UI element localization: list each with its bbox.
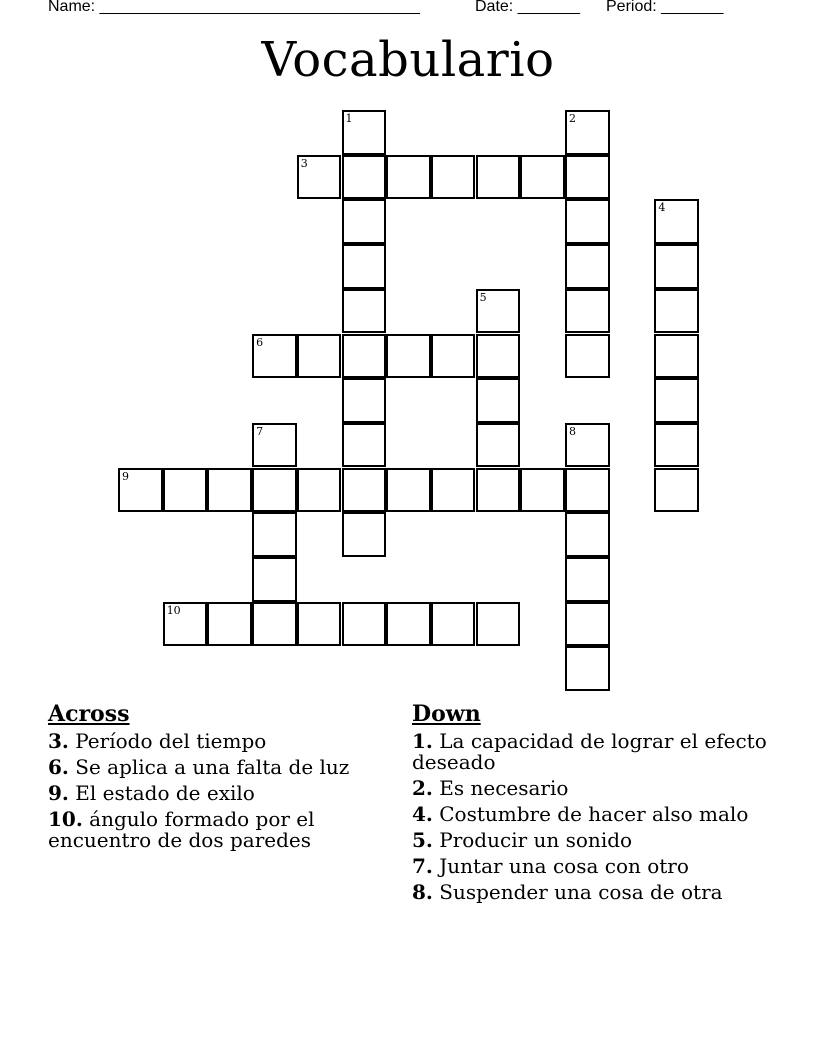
grid-cell[interactable] xyxy=(654,289,699,334)
clue-number: 4. xyxy=(412,802,433,826)
grid-cell[interactable] xyxy=(476,334,521,379)
grid-cell[interactable] xyxy=(297,155,342,200)
clue-number-label: 5 xyxy=(479,290,487,304)
clue-number: 5. xyxy=(412,828,433,852)
grid-cell[interactable] xyxy=(386,602,431,647)
grid-cell[interactable] xyxy=(252,423,297,468)
grid-cell[interactable] xyxy=(342,602,387,647)
grid-cell[interactable] xyxy=(431,334,476,379)
clue-number-label: 2 xyxy=(569,112,576,125)
grid-cell[interactable] xyxy=(207,468,252,513)
clue-number: 8. xyxy=(412,880,433,904)
clue-number-label: 10 xyxy=(166,603,181,617)
clue-number: 10. xyxy=(48,807,83,831)
across-clue xyxy=(48,783,388,804)
across-heading: Across xyxy=(48,701,130,727)
clue-number-label: 4 xyxy=(658,201,666,215)
clue-text: La capacidad de lograr el efecto deseado xyxy=(412,729,767,774)
clue-number-label: 9 xyxy=(122,469,129,483)
grid-cell[interactable] xyxy=(163,468,208,513)
grid-cell[interactable] xyxy=(342,423,387,468)
grid-cell[interactable] xyxy=(565,468,610,513)
grid-cell[interactable] xyxy=(297,468,342,513)
down-clues xyxy=(412,701,782,908)
page-title: Vocabulario xyxy=(261,32,555,88)
grid-cell[interactable] xyxy=(386,334,431,379)
grid-cell[interactable] xyxy=(476,468,521,513)
down-clue xyxy=(412,778,782,799)
clue-text: Costumbre de hacer also malo xyxy=(439,802,749,826)
clue-number-label: 3 xyxy=(300,156,308,170)
clue-number: 2. xyxy=(412,776,433,800)
clue-text: Es necesario xyxy=(439,776,569,800)
grid-cell[interactable] xyxy=(565,289,610,334)
grid-cell[interactable] xyxy=(252,602,297,647)
clue-number-label: 1 xyxy=(345,112,353,125)
period-field-label: Period: _______ xyxy=(606,0,724,15)
grid-cell[interactable] xyxy=(342,199,387,244)
clue-number-label: 6 xyxy=(256,335,264,349)
clue-text: El estado de exilo xyxy=(75,781,255,805)
grid-cell[interactable] xyxy=(342,244,387,289)
across-clue xyxy=(48,731,388,752)
grid-cell[interactable] xyxy=(163,602,208,647)
grid-cell[interactable] xyxy=(252,468,297,513)
down-heading: Down xyxy=(412,701,481,727)
across-clue xyxy=(48,757,388,778)
grid-cell[interactable] xyxy=(565,512,610,557)
clue-number-label: 8 xyxy=(569,424,576,438)
clue-number: 6. xyxy=(48,755,69,779)
grid-cell[interactable] xyxy=(342,110,387,155)
grid-cell[interactable] xyxy=(431,155,476,200)
across-clues xyxy=(48,701,388,856)
grid-cell[interactable] xyxy=(565,646,610,691)
grid-cell[interactable] xyxy=(252,334,297,379)
grid-cell[interactable] xyxy=(565,199,610,244)
across-clue xyxy=(48,809,388,851)
clue-number: 1. xyxy=(412,729,433,753)
grid-cell[interactable] xyxy=(342,512,387,557)
grid-cell[interactable] xyxy=(520,468,565,513)
name-field-label: Name: ____________________________________ xyxy=(48,0,420,15)
grid-cell[interactable] xyxy=(565,244,610,289)
grid-cell[interactable] xyxy=(342,289,387,334)
clue-text: Se aplica a una falta de luz xyxy=(75,755,350,779)
clue-number: 9. xyxy=(48,781,69,805)
grid-cell[interactable] xyxy=(386,468,431,513)
down-clue xyxy=(412,856,782,877)
clue-text: Suspender una cosa de otra xyxy=(439,880,723,904)
grid-cell[interactable] xyxy=(654,244,699,289)
clue-number-label: 7 xyxy=(256,424,264,438)
grid-cell[interactable] xyxy=(342,334,387,379)
clue-text: Período del tiempo xyxy=(75,729,267,753)
grid-cell[interactable] xyxy=(565,423,610,468)
grid-cell[interactable] xyxy=(520,155,565,200)
down-clue xyxy=(412,830,782,851)
clue-number: 7. xyxy=(412,854,433,878)
grid-cell[interactable] xyxy=(476,155,521,200)
grid-cell[interactable] xyxy=(565,155,610,200)
clue-text: ángulo formado por el encuentro de dos paredes xyxy=(48,807,315,852)
grid-cell[interactable] xyxy=(252,512,297,557)
grid-cell[interactable] xyxy=(252,557,297,602)
grid-cell[interactable] xyxy=(654,334,699,379)
grid-cell[interactable] xyxy=(654,199,699,244)
grid-cell[interactable] xyxy=(654,423,699,468)
grid-cell[interactable] xyxy=(476,289,521,334)
clue-text: Juntar una cosa con otro xyxy=(439,854,689,878)
clue-text: Producir un sonido xyxy=(439,828,633,852)
grid-cell[interactable] xyxy=(342,468,387,513)
grid-cell[interactable] xyxy=(431,468,476,513)
grid-cell[interactable] xyxy=(386,155,431,200)
grid-cell[interactable] xyxy=(207,602,252,647)
grid-cell[interactable] xyxy=(654,468,699,513)
grid-cell[interactable] xyxy=(342,378,387,423)
grid-cell[interactable] xyxy=(476,602,521,647)
grid-cell[interactable] xyxy=(431,602,476,647)
date-field-label: Date: _______ xyxy=(475,0,580,15)
grid-cell[interactable] xyxy=(565,602,610,647)
grid-cell[interactable] xyxy=(565,334,610,379)
down-clue xyxy=(412,882,782,903)
down-clue xyxy=(412,731,782,773)
clue-number: 3. xyxy=(48,729,69,753)
grid-cell[interactable] xyxy=(476,378,521,423)
grid-cell[interactable] xyxy=(118,468,163,513)
grid-cell[interactable] xyxy=(476,423,521,468)
grid-cell[interactable] xyxy=(297,334,342,379)
grid-cell[interactable] xyxy=(565,110,610,155)
grid-cell[interactable] xyxy=(654,378,699,423)
grid-cell[interactable] xyxy=(342,155,387,200)
grid-cell[interactable] xyxy=(297,602,342,647)
grid-cell[interactable] xyxy=(565,557,610,602)
down-clue xyxy=(412,804,782,825)
